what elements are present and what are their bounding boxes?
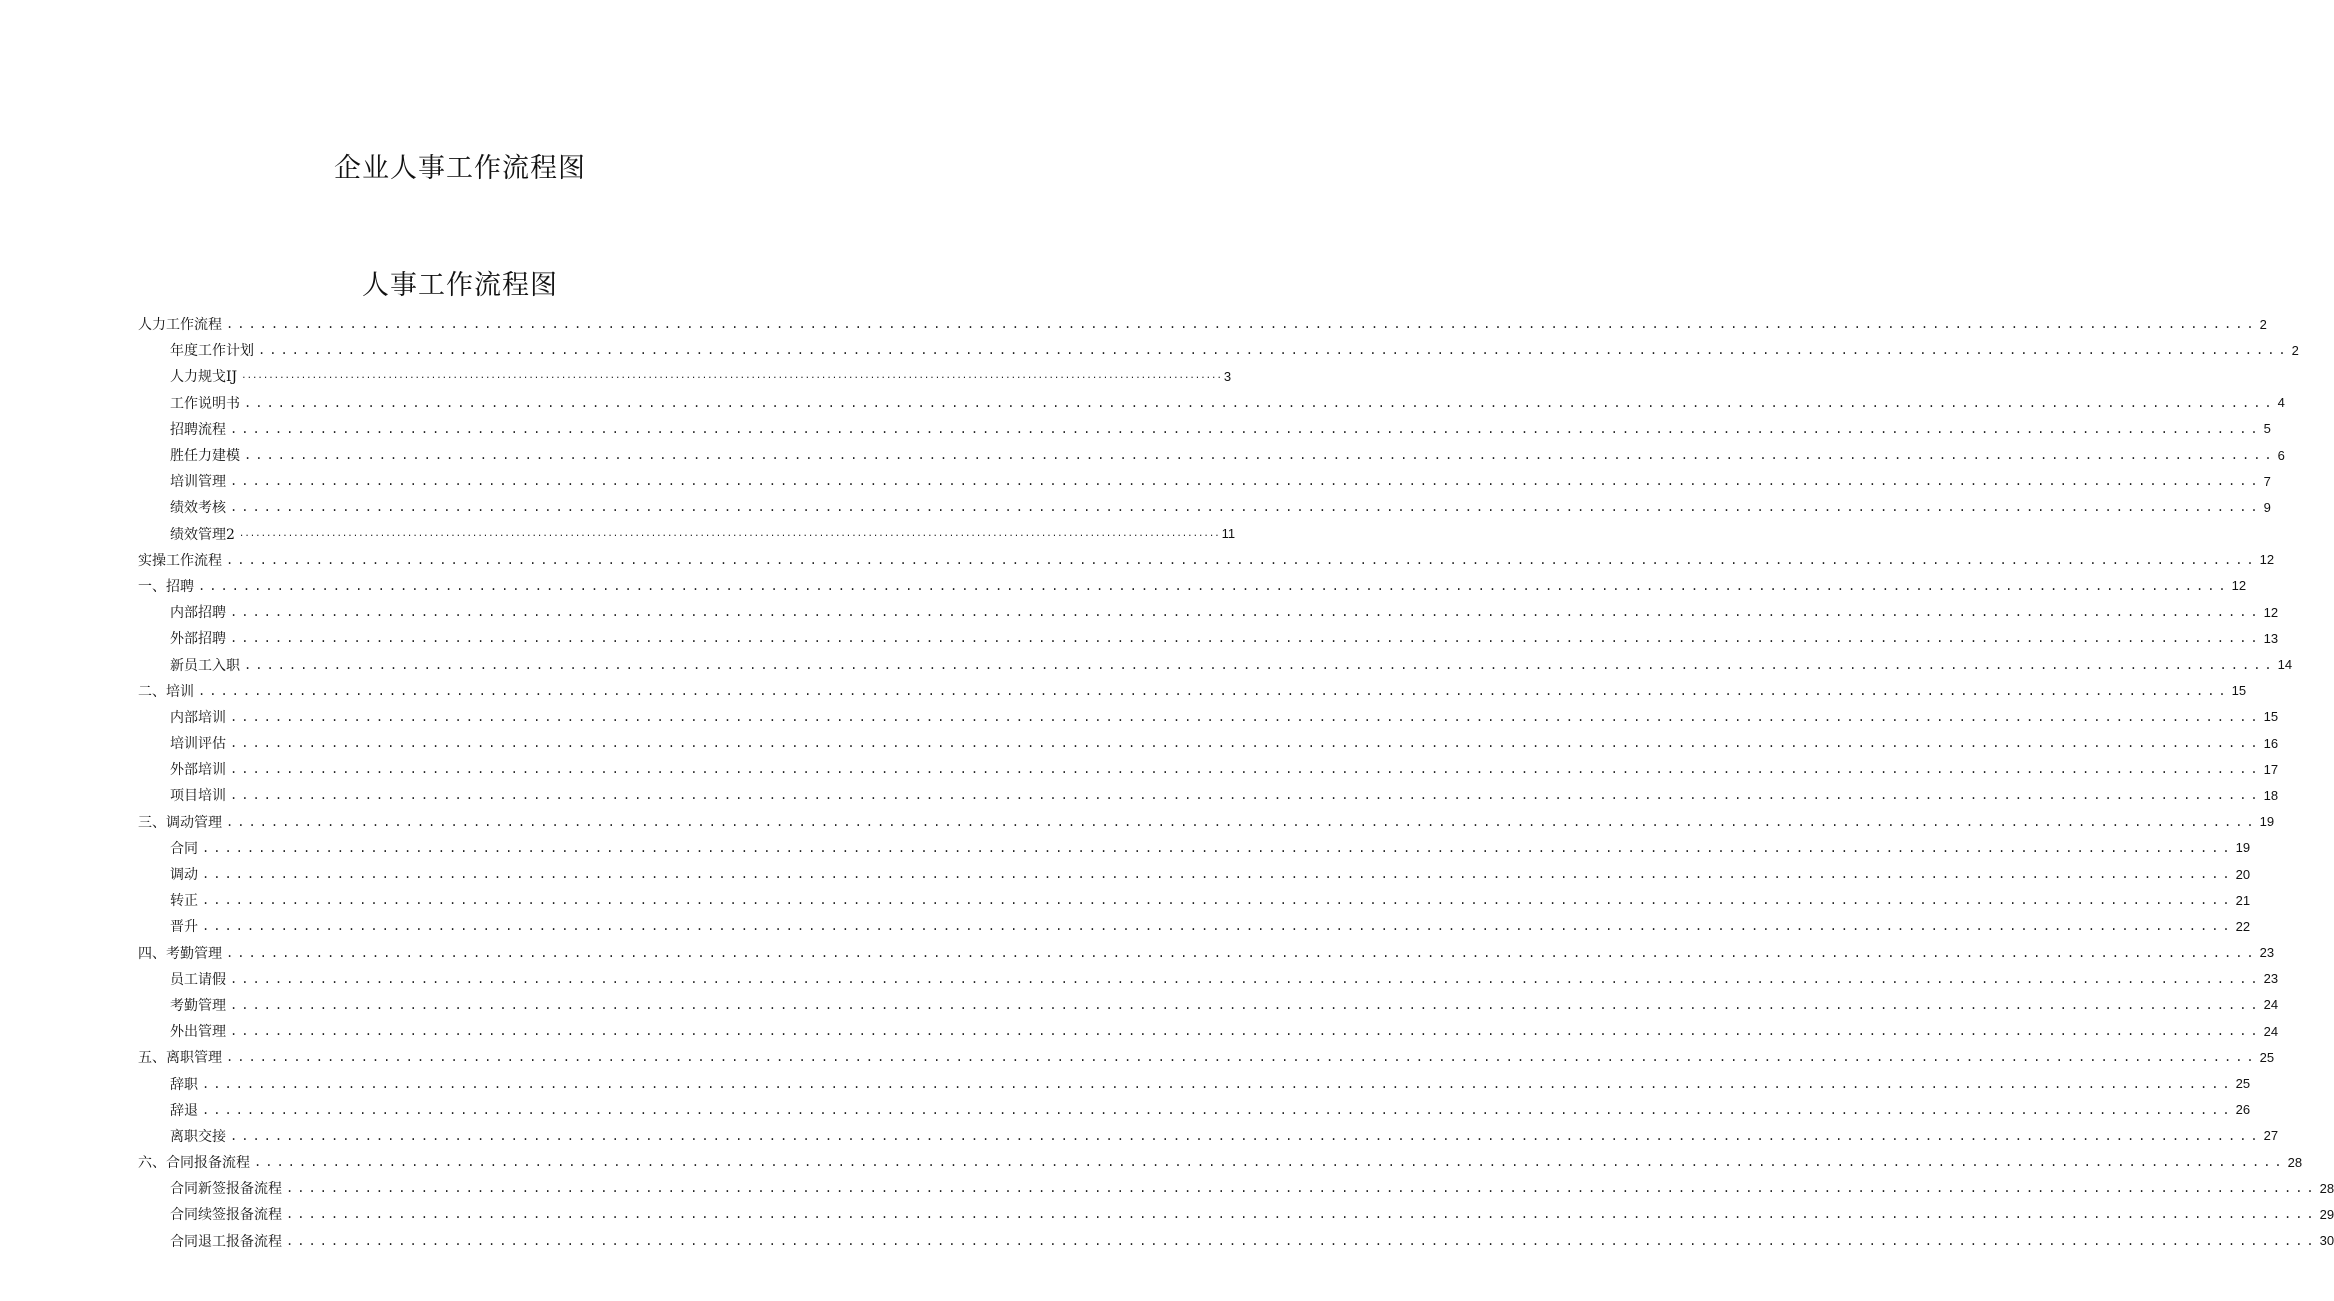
toc-dot-leader: ..................................................................................................................................................................................... (254, 1155, 2286, 1170)
toc-page-number: 16 (2263, 735, 2279, 751)
toc-dot-leader: ..................................................................................................................................................................................... (286, 1181, 2318, 1196)
toc-entry-label: 外出管理 (170, 1024, 226, 1041)
toc-entry[interactable] (138, 809, 2275, 835)
toc-entry[interactable] (138, 756, 2279, 782)
toc-entry-label: 绩效管理2 (170, 526, 235, 543)
toc-entry-label: 外部培训 (170, 762, 226, 779)
toc-page-number: 29 (2319, 1206, 2334, 1222)
toc-entry-label: 晋升 (170, 919, 198, 936)
toc-entry-label: 胜任力建模 (170, 448, 240, 465)
toc-dot-leader: ..................................................................................................................................................................................... (202, 919, 2234, 934)
toc-entry[interactable] (138, 651, 2293, 677)
toc-entry[interactable] (138, 442, 2285, 468)
toc-entry-label: 二、培训 (138, 683, 194, 700)
toc-dot-leader: ..................................................................................................................................................................................... (241, 371, 1222, 382)
toc-entry-label: 四、考勤管理 (138, 945, 222, 962)
toc-entry-label: 调动 (170, 867, 198, 884)
toc-dot-leader: ..................................................................................................................................................................................... (198, 578, 2230, 593)
toc-dot-leader: ..................................................................................................................................................................................... (230, 474, 2262, 489)
toc-entry-label: 三、调动管理 (138, 814, 222, 831)
toc-entry-label: 培训评估 (170, 736, 226, 753)
toc-entry[interactable] (138, 337, 2299, 363)
toc-entry[interactable] (138, 1097, 2251, 1123)
toc-dot-leader: ..................................................................................................................................................................................... (202, 1076, 2234, 1091)
toc-entry-label: 辞职 (170, 1076, 198, 1093)
toc-entry[interactable] (138, 1018, 2279, 1044)
toc-entry-label: 内部培训 (170, 709, 226, 726)
toc-dot-leader: ..................................................................................................................................................................................... (202, 893, 2234, 908)
toc-dot-leader: ..................................................................................................................................................................................... (226, 552, 2258, 567)
toc-entry[interactable] (138, 678, 2247, 704)
toc-page-number: 19 (2259, 814, 2275, 830)
toc-dot-leader: ..................................................................................................................................................................................... (258, 343, 2290, 358)
toc-entry[interactable] (138, 599, 2279, 625)
toc-entry[interactable] (138, 1070, 2251, 1096)
toc-entry-label: 工作说明书 (170, 395, 240, 412)
toc-entry-label: 项目培训 (170, 788, 226, 805)
toc-entry-label: 合同续签报备流程 (170, 1207, 282, 1224)
toc-page-number: 23 (2259, 945, 2275, 961)
toc-page-number: 6 (2277, 447, 2285, 463)
toc-page-number: 17 (2263, 761, 2279, 777)
toc-page-number: 25 (2235, 1076, 2251, 1092)
toc-page-number: 13 (2263, 630, 2279, 646)
toc-entry-label: 人力工作流程 (138, 317, 222, 334)
toc-dot-leader: ..................................................................................................................................................................................... (244, 657, 2276, 672)
toc-entry[interactable] (138, 363, 1232, 389)
toc-entry[interactable] (138, 494, 2271, 520)
toc-entry-label: 合同退工报备流程 (170, 1233, 282, 1250)
toc-entry[interactable] (138, 782, 2279, 808)
toc-entry[interactable] (138, 1123, 2279, 1149)
toc-dot-leader: ..................................................................................................................................................................................... (202, 840, 2234, 855)
toc-dot-leader: ..................................................................................................................................................................................... (244, 448, 2276, 463)
toc-entry[interactable] (138, 521, 1236, 547)
toc-page-number: 30 (2319, 1233, 2334, 1249)
toc-dot-leader: ..................................................................................................................................................................................... (198, 683, 2230, 698)
toc-dot-leader: ..................................................................................................................................................................................... (230, 605, 2262, 620)
toc-entry[interactable] (138, 887, 2251, 913)
toc-page-number: 15 (2231, 683, 2247, 699)
toc-entry-label: 六、合同报备流程 (138, 1155, 250, 1172)
toc-page-number: 9 (2263, 499, 2271, 515)
toc-page-number: 20 (2235, 866, 2251, 882)
toc-entry-label: 培训管理 (170, 474, 226, 491)
toc-page-number: 12 (2231, 578, 2247, 594)
toc-page-number: 18 (2263, 787, 2279, 803)
toc-page-number: 15 (2263, 709, 2279, 725)
toc-entry-label: 实操工作流程 (138, 552, 222, 569)
table-of-contents (138, 311, 2334, 1254)
toc-entry[interactable] (138, 1044, 2275, 1070)
toc-dot-leader: ..................................................................................................................................................................................... (286, 1207, 2318, 1222)
toc-entry-label: 人力规戈IJ (170, 369, 238, 386)
toc-entry[interactable] (138, 625, 2279, 651)
toc-page-number: 23 (2263, 971, 2279, 987)
toc-entry-label: 考勤管理 (170, 997, 226, 1014)
toc-entry[interactable] (138, 1201, 2334, 1227)
toc-entry-label: 年度工作计划 (170, 343, 254, 360)
toc-page-number: 24 (2263, 1023, 2279, 1039)
toc-entry[interactable] (138, 1175, 2334, 1201)
toc-dot-leader: ..................................................................................................................................................................................... (238, 528, 1220, 539)
toc-dot-leader: ..................................................................................................................................................................................... (244, 395, 2276, 410)
toc-entry-label: 绩效考核 (170, 500, 226, 517)
toc-page-number: 11 (1221, 526, 1236, 542)
toc-page-number: 3 (1223, 368, 1232, 384)
toc-page-number: 28 (2287, 1154, 2303, 1170)
toc-entry[interactable] (138, 861, 2251, 887)
toc-page-number: 14 (2277, 657, 2293, 673)
toc-entry-label: 内部招聘 (170, 605, 226, 622)
toc-entry[interactable] (138, 390, 2285, 416)
toc-entry-label: 员工请假 (170, 971, 226, 988)
toc-heading: 人事工作流程图 (362, 270, 558, 301)
toc-dot-leader: ..................................................................................................................................................................................... (230, 971, 2262, 986)
toc-entry[interactable] (138, 311, 2267, 337)
toc-page-number: 5 (2263, 421, 2271, 437)
toc-dot-leader: ..................................................................................................................................................................................... (230, 500, 2262, 515)
toc-entry-label: 五、离职管理 (138, 1050, 222, 1067)
toc-entry-label: 辞退 (170, 1102, 198, 1119)
toc-page-number: 22 (2235, 918, 2251, 934)
toc-page-number: 4 (2277, 395, 2285, 411)
toc-page-number: 26 (2235, 1102, 2251, 1118)
toc-page-number: 27 (2263, 1128, 2279, 1144)
toc-entry[interactable] (138, 730, 2279, 756)
toc-entry[interactable] (138, 1149, 2303, 1175)
toc-dot-leader: ..................................................................................................................................................................................... (226, 317, 2258, 332)
toc-entry-label: 招聘流程 (170, 421, 226, 438)
toc-page-number: 12 (2263, 604, 2279, 620)
toc-entry-label: 合同 (170, 840, 198, 857)
toc-page-number: 2 (2291, 342, 2299, 358)
toc-page-number: 28 (2319, 1180, 2334, 1196)
toc-entry[interactable] (138, 468, 2271, 494)
toc-entry[interactable] (138, 573, 2247, 599)
toc-page-number: 19 (2235, 840, 2251, 856)
toc-entry[interactable] (138, 913, 2251, 939)
toc-entry[interactable] (138, 966, 2279, 992)
toc-entry-label: 离职交接 (170, 1128, 226, 1145)
toc-dot-leader: ..................................................................................................................................................................................... (226, 945, 2258, 960)
toc-entry-label: 外部招聘 (170, 631, 226, 648)
toc-page-number: 24 (2263, 997, 2279, 1013)
toc-dot-leader: ..................................................................................................................................................................................... (230, 631, 2262, 646)
toc-dot-leader: ..................................................................................................................................................................................... (230, 1024, 2262, 1039)
toc-dot-leader: ..................................................................................................................................................................................... (202, 1102, 2234, 1117)
toc-dot-leader: ..................................................................................................................................................................................... (230, 788, 2262, 803)
toc-entry[interactable] (138, 1228, 2334, 1254)
toc-dot-leader: ..................................................................................................................................................................................... (230, 421, 2262, 436)
toc-dot-leader: ..................................................................................................................................................................................... (226, 814, 2258, 829)
toc-entry[interactable] (138, 416, 2271, 442)
toc-page-number: 12 (2259, 552, 2275, 568)
toc-entry[interactable] (138, 940, 2275, 966)
document-title: 企业人事工作流程图 (334, 153, 586, 184)
toc-dot-leader: ..................................................................................................................................................................................... (230, 762, 2262, 777)
toc-dot-leader: ..................................................................................................................................................................................... (230, 736, 2262, 751)
toc-page-number: 21 (2235, 892, 2251, 908)
toc-dot-leader: ..................................................................................................................................................................................... (230, 1128, 2262, 1143)
toc-page-number: 2 (2259, 316, 2267, 332)
toc-dot-leader: ..................................................................................................................................................................................... (286, 1233, 2318, 1248)
toc-entry[interactable] (138, 547, 2275, 573)
toc-entry[interactable] (138, 704, 2279, 730)
toc-entry-label: 合同新签报备流程 (170, 1181, 282, 1198)
toc-entry[interactable] (138, 992, 2279, 1018)
toc-entry-label: 转正 (170, 893, 198, 910)
toc-dot-leader: ..................................................................................................................................................................................... (226, 1050, 2258, 1065)
toc-entry[interactable] (138, 835, 2251, 861)
toc-entry-label: 新员工入职 (170, 657, 240, 674)
toc-page-number: 25 (2259, 1049, 2275, 1065)
toc-dot-leader: ..................................................................................................................................................................................... (230, 709, 2262, 724)
toc-dot-leader: ..................................................................................................................................................................................... (230, 997, 2262, 1012)
toc-page-number: 7 (2263, 473, 2271, 489)
toc-entry-label: 一、招聘 (138, 578, 194, 595)
toc-dot-leader: ..................................................................................................................................................................................... (202, 867, 2234, 882)
